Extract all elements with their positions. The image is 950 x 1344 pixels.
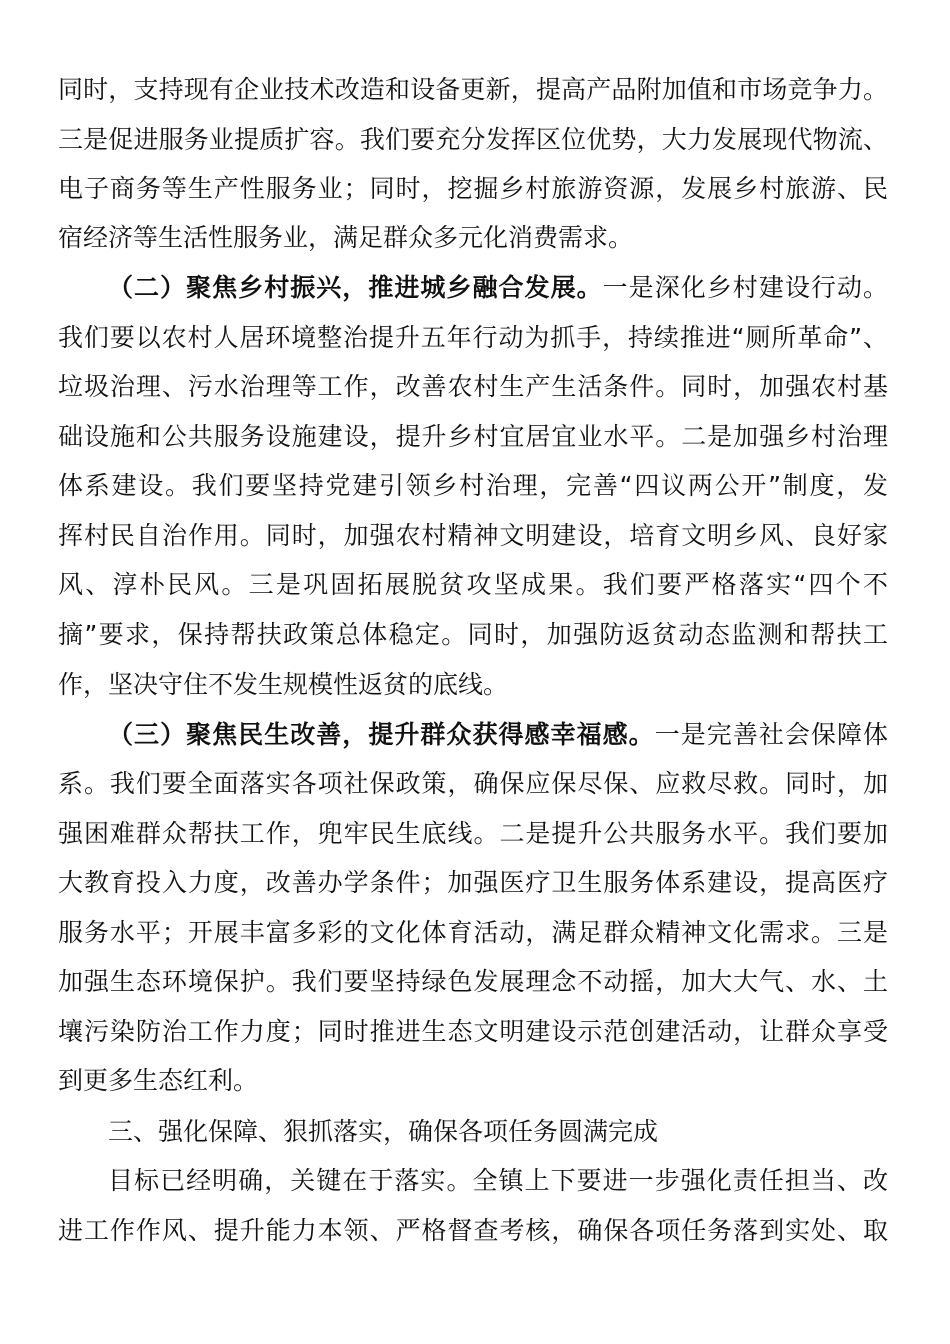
body-line: 电子商务等生产性服务业；同时，挖掘乡村旅游资源，发展乡村旅游、民 (58, 174, 888, 203)
body-line: 挥村民自治作用。同时，加强农村精神文明建设，培育文明乡风、良好家 (58, 521, 888, 550)
body-line: 加强生态环境保护。我们要坚持绿色发展理念不动摇，加大大气、水、土 (58, 967, 888, 996)
section-heading-continuation: 一是深化乡村建设行动。 (602, 273, 888, 302)
chapter-heading: 三、强化保障、狠抓落实，确保各项任务圆满完成 (108, 1117, 659, 1146)
body-line: 作，坚决守住不发生规模性返贫的底线。 (58, 670, 509, 699)
body-line: 到更多生态红利。 (58, 1066, 259, 1095)
body-line: 壤污染防治工作力度；同时推进生态文明建设示范创建活动，让群众享受 (58, 1017, 888, 1046)
body-line: 我们要以农村人居环境整治提升五年行动为抓手，持续推进“厕所革命”、 (58, 323, 888, 352)
body-line: 础设施和公共服务设施建设，提升乡村宜居宜业水平。二是加强乡村治理 (58, 422, 888, 451)
section-heading: （二）聚焦乡村振兴，推进城乡融合发展。 (108, 273, 603, 302)
section-heading: （三）聚焦民生改善，提升群众获得感幸福感。 (108, 720, 655, 749)
body-line: 宿经济等生活性服务业，满足群众多元化消费需求。 (58, 223, 634, 252)
body-line: 进工作作风、提升能力本领、严格督查考核，确保各项任务落到实处、取 (58, 1216, 888, 1245)
body-line: 体系建设。我们要坚持党建引领乡村治理，完善“四议两公开”制度，发 (58, 471, 888, 500)
body-line: 同时，支持现有企业技术改造和设备更新，提高产品附加值和市场竞争力。 (58, 75, 888, 104)
body-line: 服务水平；开展丰富多彩的文化体育活动，满足群众精神文化需求。三是 (58, 918, 888, 947)
body-line: 垃圾治理、污水治理等工作，改善农村生产生活条件。同时，加强农村基 (58, 372, 888, 401)
body-line: 三是促进服务业提质扩容。我们要充分发挥区位优势，大力发展现代物流、 (58, 125, 888, 154)
section-heading-continuation: 一是完善社会保障体 (654, 720, 888, 749)
section-heading-line (108, 268, 888, 308)
body-line: 强困难群众帮扶工作，兜牢民生底线。二是提升公共服务水平。我们要加 (58, 819, 888, 848)
body-line: 摘”要求，保持帮扶政策总体稳定。同时，加强防返贫动态监测和帮扶工 (58, 620, 888, 649)
body-line: 系。我们要全面落实各项社保政策，确保应保尽保、应救尽救。同时，加 (58, 769, 888, 798)
body-line: 风、淳朴民风。三是巩固拓展脱贫攻坚成果。我们要严格落实“四个不 (58, 570, 888, 599)
body-line: 目标已经明确，关键在于落实。全镇上下要进一步强化责任担当、改 (108, 1166, 888, 1195)
body-line: 大教育投入力度，改善办学条件；加强医疗卫生服务体系建设，提高医疗 (58, 868, 888, 897)
section-heading-line (108, 715, 888, 755)
